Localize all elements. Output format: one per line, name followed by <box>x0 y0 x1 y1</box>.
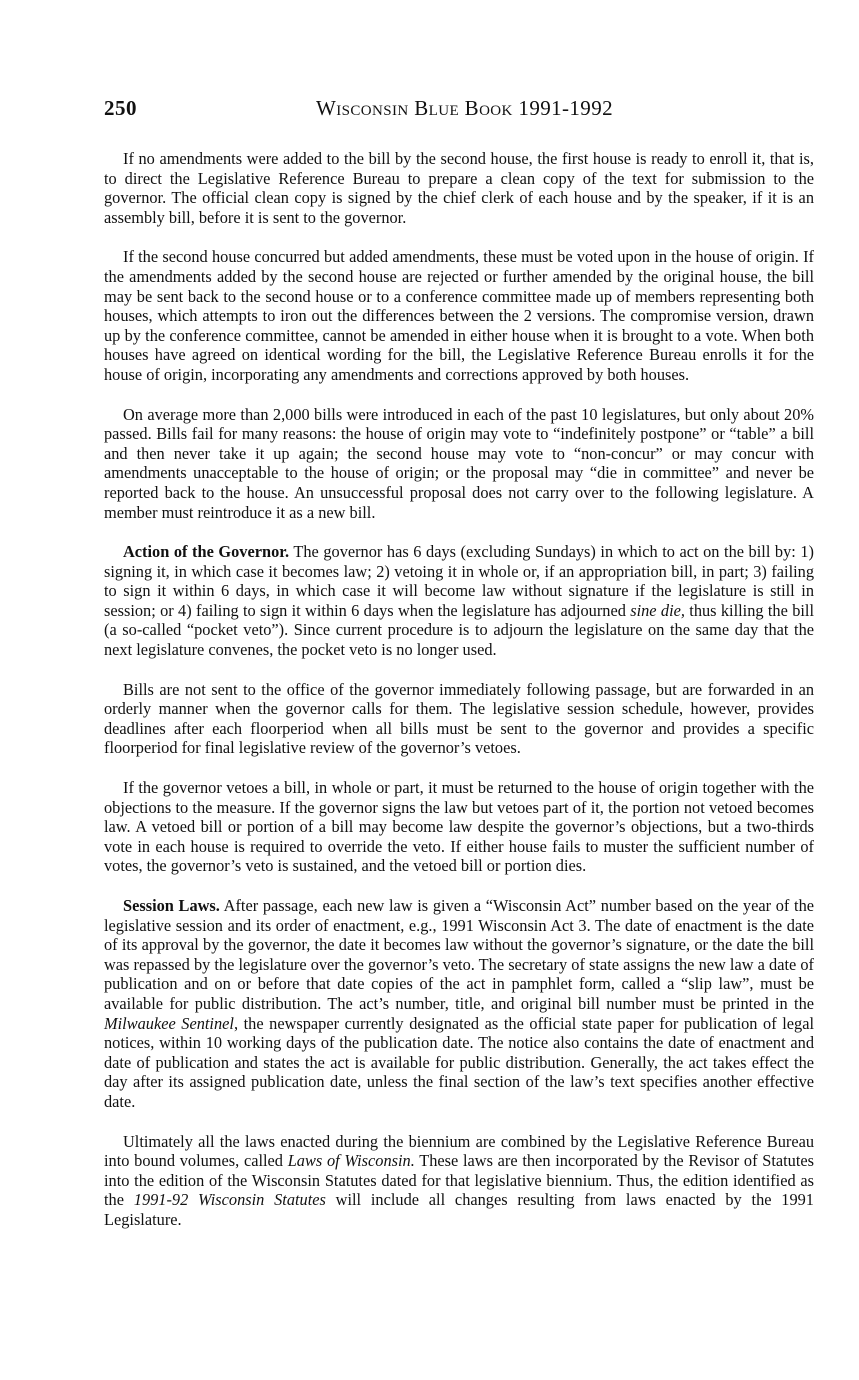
paragraph-text: If no amendments were added to the bill by the second house, the first house is ready to enroll it, that is, to direct the Legislative Reference Bureau to prepare a clean copy of the text for submission to the governor. The official clean copy is signed by the chief clerk of each house and by the speaker, if it is an assembly bill, before it is sent to the governor. <box>104 149 814 227</box>
paragraph-bill-delivery <box>104 680 814 758</box>
page-header <box>104 96 814 126</box>
paragraph-enrollment <box>104 149 814 227</box>
paragraph-text: will include all changes resulting from laws enacted by the 1991 Legislature. <box>104 1190 814 1229</box>
body-text <box>104 149 814 1250</box>
page-number: 250 <box>104 96 137 120</box>
paragraph-action-of-governor <box>104 542 814 660</box>
paragraph-text: The governor has 6 days (excluding Sundays) in which to act on the bill by: 1) signing it, in which case it becomes law; 2) vetoing it in whole or, if an appropriation bill, in part; 3) failing to sign it within 6 days, in which case it will become law without signature if the legislature is still in session; or 4) failing to sign it within 6 days when the legislature has adjourned <box>104 542 814 620</box>
italic-term: Milwaukee Sentinel <box>104 1013 234 1033</box>
paragraph-veto <box>104 778 814 876</box>
italic-term: 1991-92 Wisconsin Statutes <box>133 1190 326 1210</box>
italic-term: Laws of Wisconsin. <box>287 1151 415 1171</box>
paragraph-text: If the second house concurred but added amendments, these must be voted upon in the house of origin. If the amendments added by the second house are rejected or further amended by the original house, the bill may be sent back to the second house or to a conference committee made up of members representing both houses, which attempts to iron out the differences between the 2 versions. The compromise version, drawn up by the conference committee, cannot be amended in either house when it is brought to a vote. When both houses have agreed on identical wording for the bill, the Legislative Reference Bureau enrolls it for the house of origin, incorporating any amendments and corrections approved by both houses. <box>104 247 814 384</box>
paragraph-text: thus killing the bill (a so-called “pocket veto”). Since current procedure is to adjourn the legislature on the same day that the next legislature convenes, the pocket veto is no longer used. <box>104 600 814 660</box>
running-title: Wisconsin Blue Book 1991-1992 <box>316 96 614 120</box>
paragraph-text: If the governor vetoes a bill, in whole or part, it must be returned to the house of origin together with the objections to the measure. If the governor signs the law but vetoes part of it, the portion not vetoed becomes law. A vetoed bill or portion of a bill may become law despite the governor’s objections, but a two-thirds vote in each house is required to override the veto. If either house fails to muster the sufficient number of votes, the governor’s veto is sustained, and the vetoed bill or portion dies. <box>104 778 814 876</box>
paragraph-session-laws <box>104 896 814 1112</box>
paragraph-text: Ultimately all the laws enacted during the biennium are combined by the Legislative Reference Bureau into bound volumes, called <box>104 1131 814 1171</box>
paragraph-bill-statistics <box>104 405 814 523</box>
paragraph-text: Bills are not sent to the office of the governor immediately following passage, but are forwarded in an orderly manner when the governor calls for them. The legislative session schedule, however, provides deadlines after each floorperiod when all bills must be sent to the governor and provides a specific floorperiod for final legislative review of the governor’s vetoes. <box>104 679 814 758</box>
paragraph-text: On average more than 2,000 bills were introduced in each of the past 10 legislatures, but only about 20% passed. Bills fail for many reasons: the house of origin may vote to “indefinitely postpone” or “table” a bill and then never take it up again; the second house may vote to “non-concur” or may concur with amendments unacceptable to the house of origin; or the proposal may “die in committee” and never be reported back to the house. An unsuccessful proposal does not carry over to the following legislature. A member must reintroduce it as a new bill. <box>104 404 814 522</box>
paragraph-amendments <box>104 247 814 384</box>
section-heading-session-laws: Session Laws. <box>123 896 220 915</box>
paragraph-text: These laws are then incorporated by the Revisor of Statutes into the edition of the Wisconsin Statutes dated for that legislative biennium. Thus, the edition identified as the <box>104 1151 814 1210</box>
paragraph-text: , the newspaper currently designated as the official state paper for publication of legal notices, within 10 working days of the publication date. The notice also contains the date of enactment and date of publication and states the act is available for public distribution. Generally, the act takes effect the day after its assigned publication date, unless the final section of the law’s text specifies another effective date. <box>104 1013 814 1111</box>
paragraph-laws-of-wisconsin <box>104 1132 814 1230</box>
paragraph-text: After passage, each new law is given a “Wisconsin Act” number based on the year of the legislative session and its order of enactment, e.g., 1991 Wisconsin Act 3. The date of enactment is the date of its approval by the governor, the date it becomes law without the governor’s signature, or the date the bill was repassed by the legislature over the governor’s veto. The secretary of state assigns the new law a date of publication and on or before that date copies of the act in pamphlet form, called a “slip law”, must be available for public distribution. The act’s number, title, and original bill number must be printed in the <box>104 896 814 1013</box>
italic-term: sine die, <box>630 600 685 620</box>
section-heading-action-of-governor: Action of the Governor. <box>123 542 290 562</box>
